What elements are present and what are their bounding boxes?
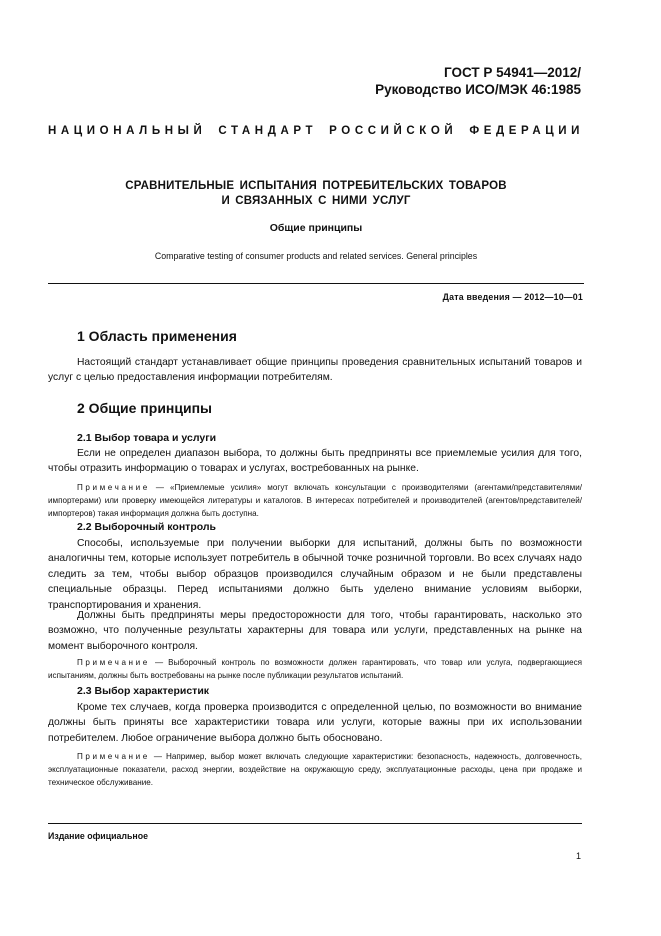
section-2-2-note <box>48 656 582 682</box>
document-title <box>48 179 584 209</box>
title-line-1: СРАВНИТЕЛЬНЫЕ ИСПЫТАНИЯ ПОТРЕБИТЕЛЬСКИХ ТОВАРОВ <box>125 180 507 192</box>
section-2-3-paragraph: Кроме тех случаев, когда проверка производится с определенной целью, по возможности во внимание должны быть приняты все характеристики товара или услуги, которые важны при их использовании потребителем. Любое ограничение выбора должно быть обосновано. <box>48 702 582 744</box>
section-1-paragraph: Настоящий стандарт устанавливает общие принципы проведения сравнительных испытаний товаров и услуг с целью предоставления информации потребителям. <box>48 357 582 384</box>
note-label: Примечание <box>77 752 150 761</box>
title-line-2: И СВЯЗАННЫХ С НИМИ УСЛУГ <box>221 195 411 207</box>
header-rule <box>48 283 584 284</box>
footer-rule <box>48 823 582 824</box>
standard-code <box>375 64 581 98</box>
national-standard-banner <box>48 125 584 137</box>
standard-code-line1: ГОСТ Р 54941—2012/ <box>444 65 581 80</box>
banner-word-2: СТАНДАРТ <box>218 125 318 137</box>
note-label: Примечание <box>77 483 150 492</box>
section-2-2-paragraph-2: Должны быть предприняты меры предосторожности для того, чтобы гарантировать, насколько это возможно, что полученные результаты характерны для товара или услуги, представленных на рынке на момент выборочного контроля. <box>48 610 582 652</box>
english-title: Comparative testing of consumer products and related services. General principles <box>154 251 478 261</box>
document-subtitle: Общие принципы <box>269 222 363 234</box>
standard-code-line2: Руководство ИСО/МЭК 46:1985 <box>375 82 581 97</box>
section-2-heading: 2 Общие принципы <box>77 400 213 416</box>
banner-word-3: РОССИЙСКОЙ <box>329 125 458 137</box>
note-label: Примечание <box>77 658 150 667</box>
note-text: — Например, выбор может включать следующие характеристики: безопасность, надежность, долговечность, эксплуатационные показатели, расход энергии, воздействие на окружающую среду, эксплуатационные расходы, цена при продаже и техническое обслуживание. <box>48 752 583 787</box>
section-2-1-heading: 2.1 Выбор товара и услуги <box>77 432 217 444</box>
introduction-date: Дата введения — 2012—10—01 <box>442 292 583 302</box>
section-1-heading: 1 Область применения <box>77 328 237 344</box>
section-2-3-note <box>48 750 582 789</box>
note-text: — «Приемлемые усилия» могут включать консультации с производителями (агентами/представителями/импортерами) или проверку имеющейся литературы и каталогов. В интересах потребителей и производителей (агентов/представителей/импортеров) такая информация должна быть доступна. <box>48 483 582 518</box>
section-2-1-paragraph: Если не определен диапазон выбора, то должны быть предприняты все приемлемые усилия для того, чтобы отразить информацию о товарах и услугах, востребованных на рынке. <box>48 448 582 475</box>
note-text: — Выборочный контроль по возможности должен гарантировать, что товар или услуга, подвергающиеся испытаниям, должны быть востребованы на рынке после публикации результатов испытаний. <box>48 658 582 680</box>
banner-word-4: ФЕДЕРАЦИИ <box>469 125 584 137</box>
section-2-3-heading: 2.3 Выбор характеристик <box>77 685 210 697</box>
section-2-1-note <box>48 481 582 520</box>
banner-word-1: НАЦИОНАЛЬНЫЙ <box>48 125 207 137</box>
section-2-2-heading: 2.2 Выборочный контроль <box>77 521 217 533</box>
section-2-2-paragraph-1: Способы, используемые при получении выборки для испытаний, должны быть по возможности аналогичны тем, которые использует потребитель в обычной точке розничной торговли. Во всех случаях надо следить за тем, чтобы выбор образцов производился случайным образом и не были представлены специальные образцы. Перед испытаниями должно быть уделено внимание условиям выборки, транспортирования и хранения. <box>48 538 582 611</box>
edition-label: Издание официальное <box>48 831 148 841</box>
page-number: 1 <box>575 851 581 861</box>
